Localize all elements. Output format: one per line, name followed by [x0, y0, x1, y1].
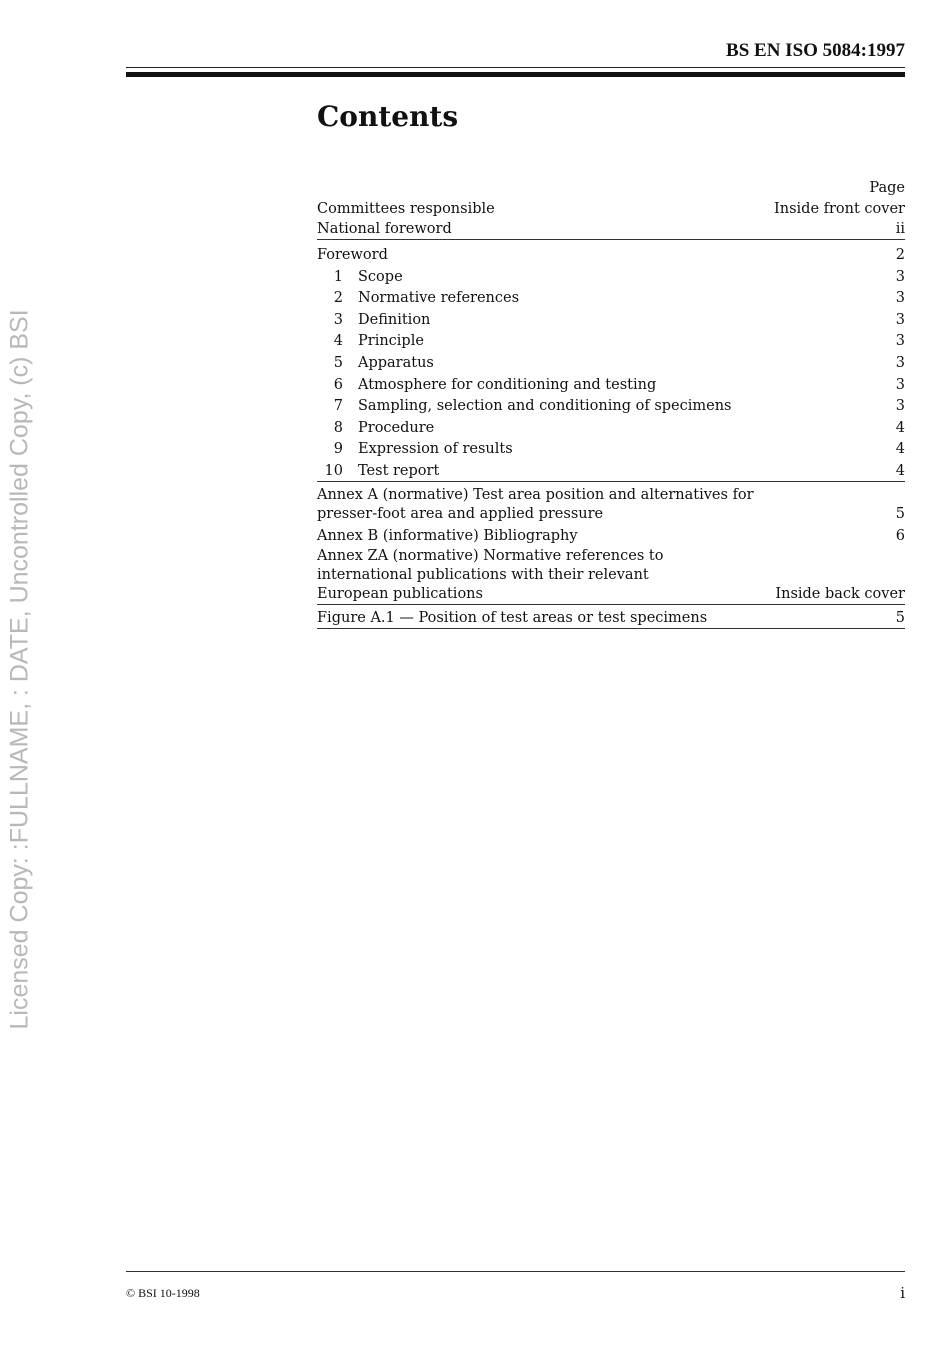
table-of-contents [317, 178, 905, 632]
toc-row-annex-a[interactable] [317, 485, 905, 524]
toc-row-national-foreword[interactable] [317, 219, 905, 240]
toc-page: 3 [895, 376, 905, 393]
toc-page: Inside front cover [774, 201, 905, 217]
toc-row-clause[interactable] [317, 351, 905, 373]
header-rule-thin [126, 67, 905, 68]
toc-row-clause[interactable] [317, 373, 905, 395]
toc-row-annex-b[interactable] [317, 524, 905, 546]
toc-row-foreword[interactable] [317, 243, 905, 265]
toc-page: 3 [895, 311, 905, 328]
toc-page: ii [895, 221, 905, 237]
toc-label: Annex B (informative) Bibliography [317, 527, 578, 544]
toc-row-figure[interactable] [317, 608, 905, 629]
toc-page: Inside back cover [775, 585, 905, 602]
toc-label: Test report [358, 462, 440, 479]
toc-page: 3 [895, 398, 905, 415]
toc-page: 4 [895, 419, 905, 436]
toc-row-clause[interactable] [317, 265, 905, 287]
toc-label-line: European publications [317, 585, 483, 602]
toc-label: Sampling, selection and conditioning of specimens [358, 398, 732, 415]
toc-label: Procedure [358, 419, 435, 436]
toc-page: 3 [895, 268, 905, 285]
footer-page-number: i [900, 1284, 905, 1302]
toc-page: 3 [895, 290, 905, 307]
toc-label: Normative references [358, 290, 520, 307]
toc-page: 4 [895, 441, 905, 458]
clause-number: 3 [333, 311, 343, 328]
toc-page: 5 [895, 609, 905, 626]
toc-page: 3 [895, 333, 905, 350]
toc-label-line: international publications with their relevant [317, 566, 649, 583]
page-title: Contents [317, 100, 459, 133]
clause-number: 1 [333, 268, 343, 285]
toc-label-line: Annex ZA (normative) Normative references to [317, 547, 664, 564]
page-column-header: Page [869, 180, 905, 196]
toc-row-clause[interactable] [317, 459, 905, 482]
toc-page: 4 [895, 462, 905, 479]
toc-label: Principle [358, 333, 424, 350]
footer-copyright: © BSI 10-1998 [126, 1286, 200, 1300]
toc-row-clause[interactable] [317, 308, 905, 330]
toc-row-committees[interactable] [317, 199, 905, 219]
toc-label: Foreword [317, 247, 388, 263]
toc-row-clause[interactable] [317, 287, 905, 309]
toc-label: Expression of results [358, 441, 513, 458]
toc-row-clause[interactable] [317, 438, 905, 460]
clause-number: 4 [333, 333, 343, 350]
header-rule-thick [126, 72, 905, 77]
toc-row-clause[interactable] [317, 395, 905, 417]
license-watermark: Licensed Copy: :FULLNAME, : DATE, Uncontrolled Copy, (c) BSI [5, 309, 34, 1030]
clause-number: 7 [333, 398, 343, 415]
toc-label: Figure A.1 — Position of test areas or test specimens [317, 609, 708, 626]
clause-number: 2 [333, 290, 343, 307]
toc-label: Scope [358, 268, 403, 285]
toc-page: 2 [895, 247, 905, 263]
toc-page: 5 [895, 505, 905, 522]
toc-row-clause[interactable] [317, 330, 905, 352]
toc-row-annex-za[interactable] [317, 546, 905, 605]
toc-label: Atmosphere for conditioning and testing [358, 376, 657, 393]
clause-number: 6 [333, 376, 343, 393]
clause-number: 10 [324, 462, 343, 479]
toc-page: 6 [895, 527, 905, 544]
document-id: BS EN ISO 5084:1997 [726, 40, 905, 61]
toc-label: Definition [358, 311, 431, 328]
toc-label: Committees responsible [317, 201, 495, 217]
footer-rule [126, 1271, 905, 1272]
clause-number: 8 [333, 419, 343, 436]
toc-label-line: presser-foot area and applied pressure [317, 505, 604, 522]
clause-number: 5 [333, 354, 343, 371]
clause-number: 9 [333, 441, 343, 458]
toc-label-line: Annex A (normative) Test area position and alternatives for [317, 486, 754, 503]
toc-row-clause[interactable] [317, 416, 905, 438]
toc-label: National foreword [317, 221, 452, 237]
toc-page: 3 [895, 354, 905, 371]
toc-label: Apparatus [358, 354, 434, 371]
